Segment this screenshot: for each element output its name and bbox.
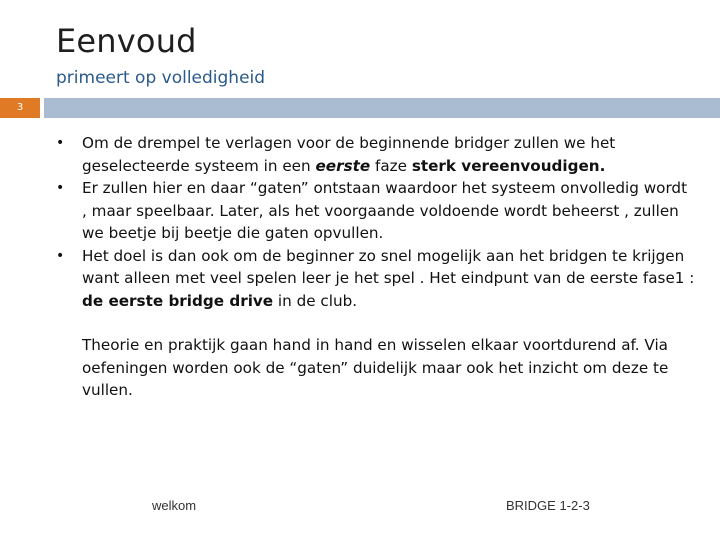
slide-title: Eenvoud	[56, 22, 197, 60]
bullet-text: faze	[370, 156, 412, 175]
bullet-icon: •	[56, 180, 65, 196]
bullet-icon: •	[56, 135, 65, 151]
footer-left-text: welkom	[152, 498, 197, 513]
slide-number-badge: 3	[0, 98, 40, 118]
bullet-icon: •	[56, 247, 65, 264]
bullet-list	[56, 132, 696, 312]
footer-right-text: BRIDGE 1-2-3	[506, 498, 590, 513]
bullet-text: Er zullen hier en daar “gaten” ontstaan waardoor het systeem onvolledig wordt , maar speelbaar. Later, als het voorgaande voldoende wordt beheerst , zullen we beetje bij beetje die gaten opvullen.	[82, 179, 688, 242]
bullet-item	[56, 132, 696, 177]
bullet-text: in de club.	[273, 291, 358, 310]
bullet-text: Om de drempel te verlagen voor de beginnende bridger zullen we het geselecteerde systeem in een	[82, 134, 616, 175]
body-paragraph: Theorie en praktijk gaan hand in hand en wisselen elkaar voortdurend af. Via oefeningen worden ook de “gaten” duidelijk maar ook het inzicht om deze te vullen.	[82, 336, 669, 399]
bullet-emphasis: eerste	[315, 156, 371, 175]
slide-subtitle: primeert op volledigheid	[56, 68, 266, 88]
bullet-text: Het doel is dan ook om de beginner zo snel mogelijk aan het bridgen te krijgen want alleen met veel spelen leer je het spel . Het eindpunt van de eerste fase1 :	[82, 246, 695, 287]
bullet-item	[56, 245, 696, 313]
bullet-emphasis: de eerste bridge drive	[82, 291, 274, 310]
bullet-item	[56, 177, 696, 245]
slide-body	[56, 132, 696, 402]
bullet-emphasis: sterk vereenvoudigen.	[411, 156, 606, 175]
title-divider-bar	[44, 98, 720, 118]
